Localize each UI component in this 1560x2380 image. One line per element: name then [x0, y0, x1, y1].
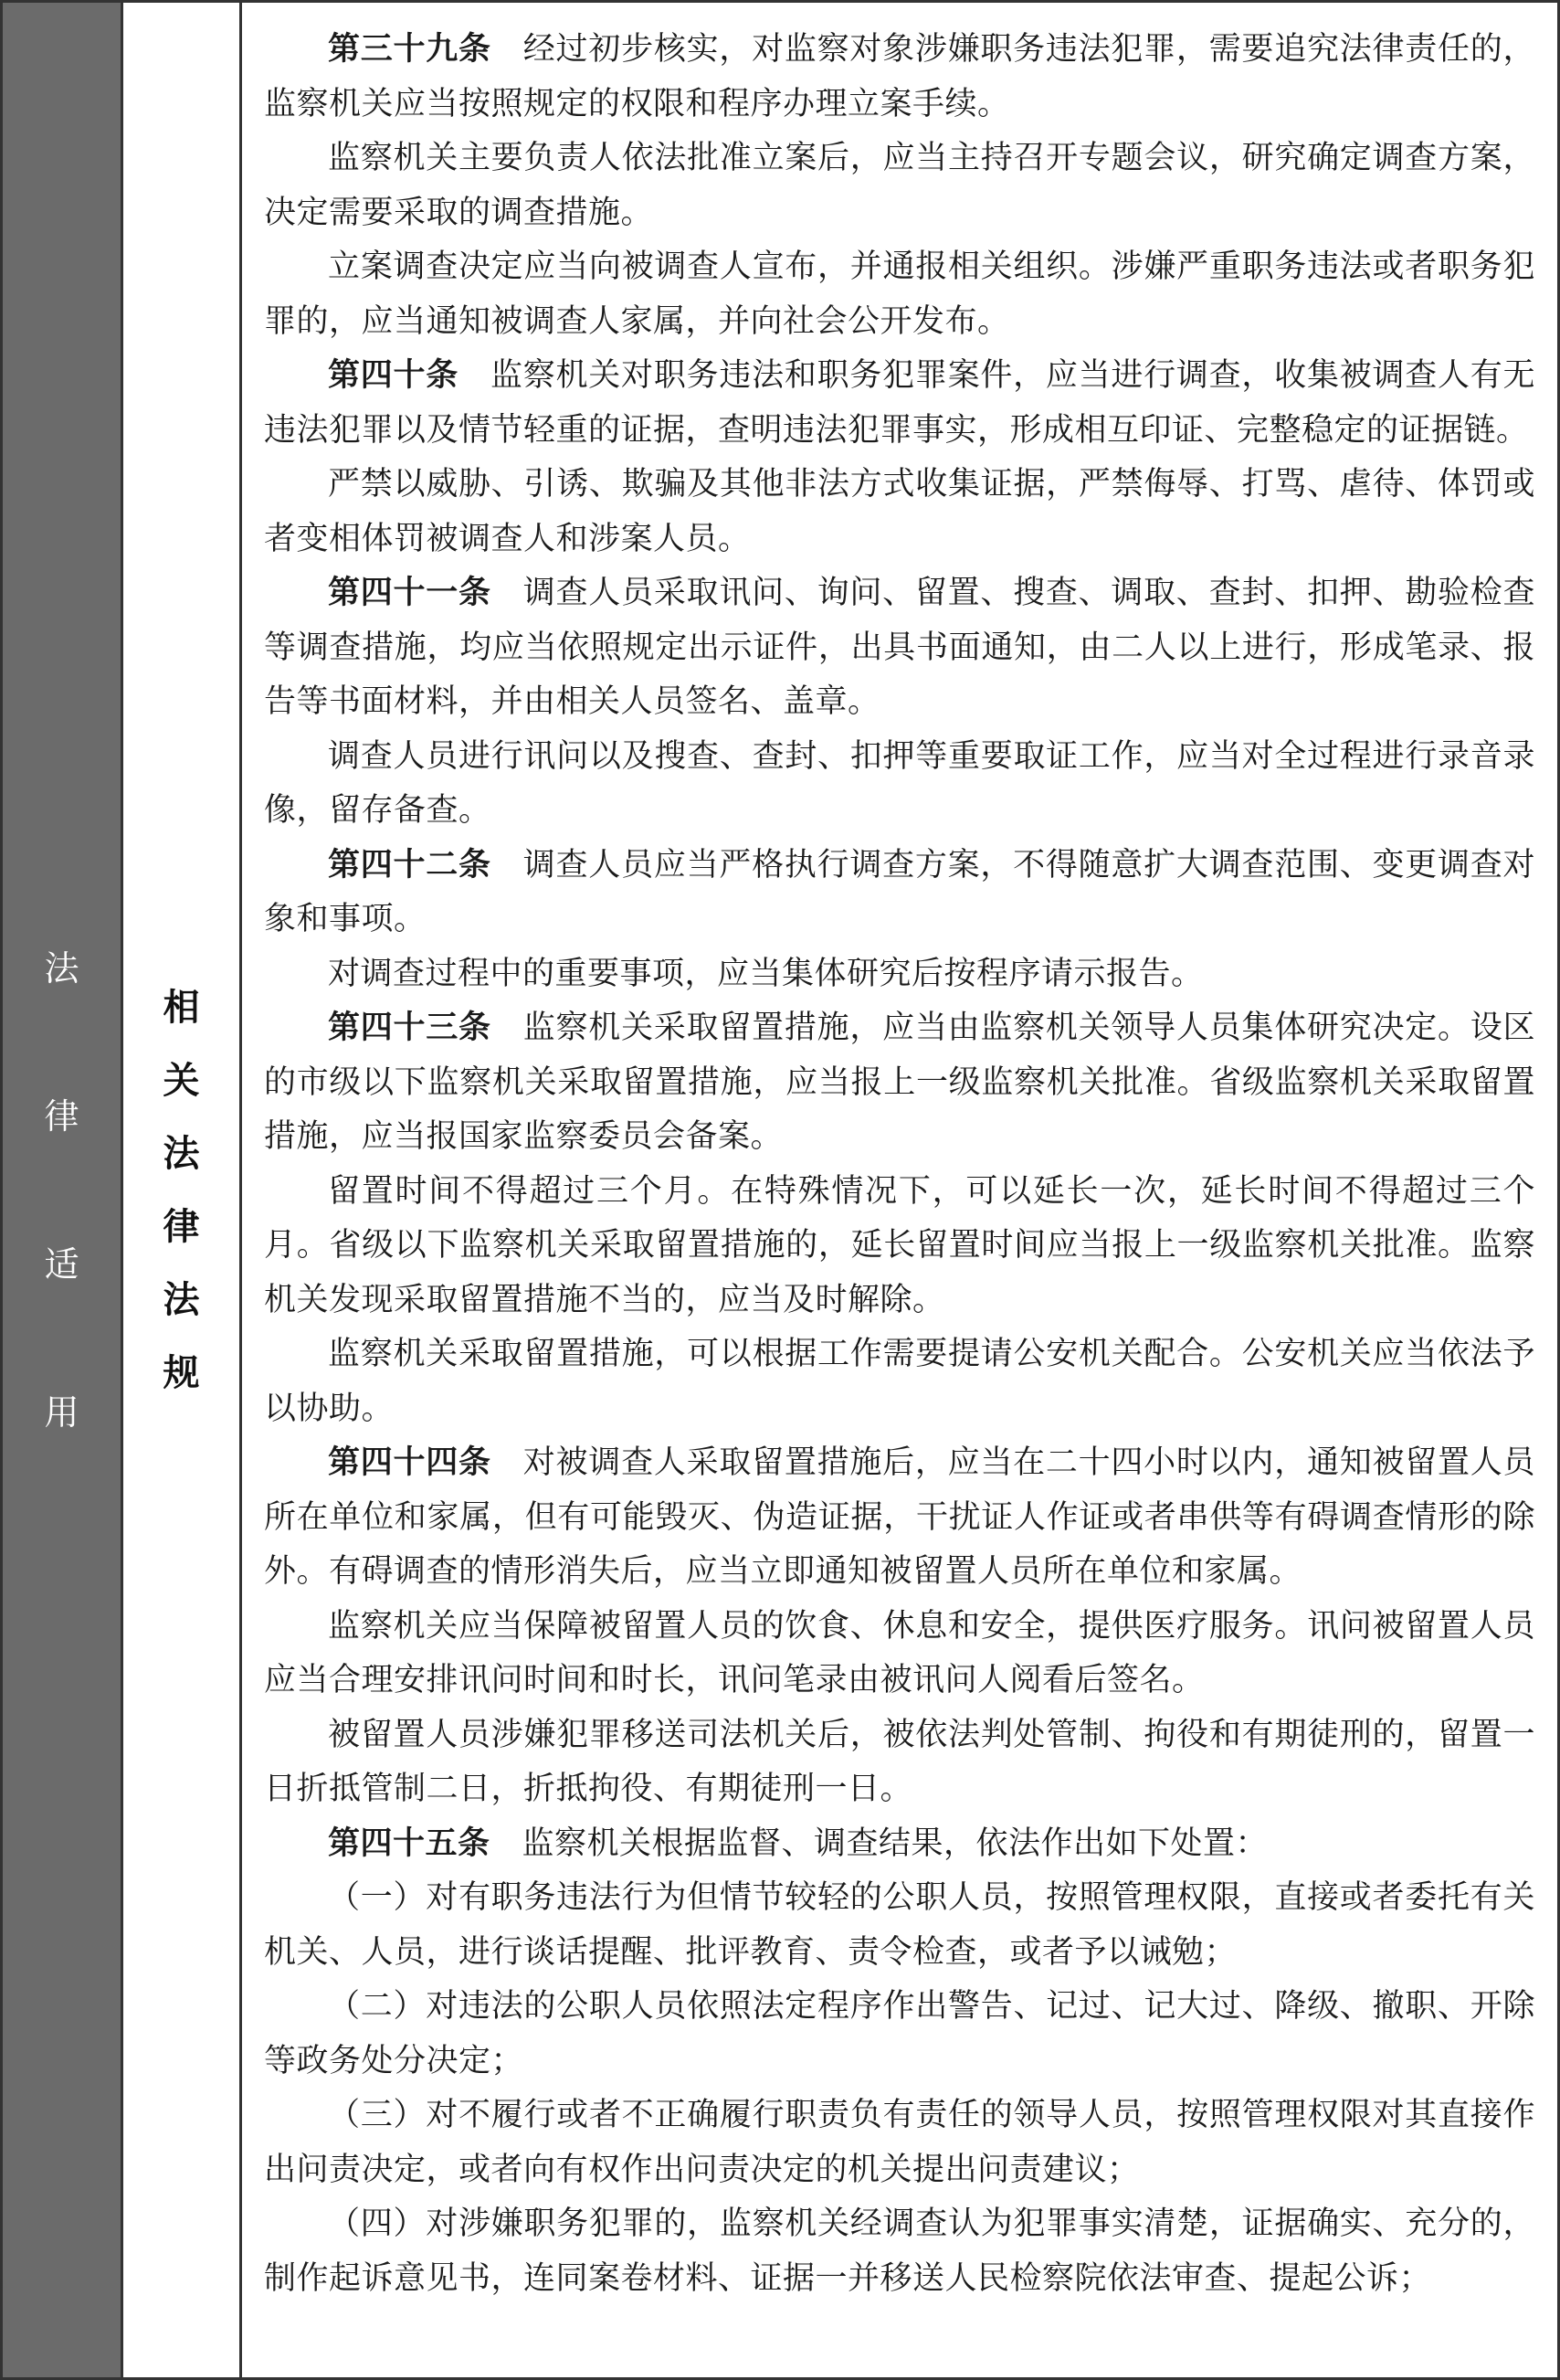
- subcategory-char: 法: [163, 1132, 200, 1175]
- paragraph: [264, 2197, 1535, 2306]
- paragraph: [264, 839, 1535, 947]
- article-number: 第四十二条: [328, 846, 491, 883]
- article-number: 第四十条: [328, 357, 459, 394]
- article-number: 第四十五条: [328, 1825, 490, 1862]
- paragraph-text: 留置时间不得超过三个月。在特殊情况下，可以延长一次，延长时间不得超过三个月。省级以下监察机关采取留置措施的，延长留置时间应当报上一级监察机关批准。监察机关发现采取留置措施不当的，应当及时解除。: [264, 1172, 1535, 1318]
- paragraph: [264, 1165, 1535, 1328]
- paragraph-text: 调查人员应当严格执行调查方案，不得随意扩大调查范围、变更调查对象和事项。: [264, 846, 1535, 937]
- paragraph-text: （一）对有职务违法行为但情节较轻的公职人员，按照管理权限，直接或者委托有关机关、人员，进行谈话提醒、批评教育、责令检查，或者予以诫勉；: [264, 1879, 1535, 1971]
- paragraph-text: 监察机关对职务违法和职务犯罪案件，应当进行调查，收集被调查人有无违法犯罪以及情节轻重的证据，查明违法犯罪事实，形成相互印证、完整稳定的证据链。: [264, 357, 1535, 449]
- paragraph-text: 监察机关采取留置措施，应当由监察机关领导人员集体研究决定。设区的市级以下监察机关采取留置措施，应当报上一级监察机关批准。省级监察机关采取留置措施，应当报国家监察委员会备案。: [264, 1010, 1535, 1155]
- paragraph: [264, 730, 1535, 839]
- article-number: 第四十三条: [328, 1010, 491, 1046]
- subcategory-column: [123, 3, 242, 2377]
- paragraph-text: 被留置人员涉嫌犯罪移送司法机关后，被依法判处管制、拘役和有期徒刑的，留置一日折抵管制二日，折抵拘役、有期徒刑一日。: [264, 1716, 1535, 1807]
- paragraph: [264, 2089, 1535, 2197]
- paragraph-text: 调查人员进行讯问以及搜查、查封、扣押等重要取证工作，应当对全过程进行录音录像，留存备查。: [264, 737, 1535, 829]
- category-char: 律: [44, 1095, 79, 1137]
- subcategory-label: [163, 971, 200, 1410]
- subcategory-char: 律: [163, 1205, 200, 1248]
- paragraph: [264, 1871, 1535, 1980]
- paragraph-text: 监察机关主要负责人依法批准立案后，应当主持召开专题会议，研究确定调查方案，决定需要采取的调查措施。: [264, 140, 1535, 231]
- paragraph: [264, 132, 1535, 240]
- category-column: [3, 3, 123, 2377]
- paragraph-text: 调查人员采取讯问、询问、留置、搜查、调取、查封、扣押、勘验检查等调查措施，均应当依照规定出示证件，出具书面通知，由二人以上进行，形成笔录、报告等书面材料，并由相关人员签名、盖章。: [264, 575, 1535, 720]
- content-column: [242, 3, 1557, 2377]
- article-number: 第四十四条: [328, 1444, 491, 1481]
- paragraph-text: 监察机关采取留置措施，可以根据工作需要提请公安机关配合。公安机关应当依法予以协助。: [264, 1336, 1535, 1427]
- paragraph: [264, 240, 1535, 349]
- paragraph: [264, 566, 1535, 730]
- paragraph-text: 监察机关根据监督、调查结果，依法作出如下处置：: [522, 1825, 1269, 1862]
- paragraph-text: 经过初步核实，对监察对象涉嫌职务违法犯罪，需要追究法律责任的，监察机关应当按照规定的权限和程序办理立案手续。: [264, 31, 1535, 122]
- paragraph-text: 对调查过程中的重要事项，应当集体研究后按程序请示报告。: [328, 955, 1204, 992]
- paragraph-text: 对被调查人采取留置措施后，应当在二十四小时以内，通知被留置人员所在单位和家属，但有可能毁灭、伪造证据，干扰证人作证或者串供等有碍调查情形的除外。有碍调查的情形消失后，应当立即通知被留置人员所在单位和家属。: [264, 1444, 1535, 1590]
- paragraph-text: （四）对涉嫌职务犯罪的，监察机关经调查认为犯罪事实清楚，证据确实、充分的，制作起诉意见书，连同案卷材料、证据一并移送人民检察院依法审查、提起公诉；: [264, 2205, 1535, 2297]
- subcategory-char: 相: [163, 986, 200, 1029]
- paragraph-text: 监察机关应当保障被留置人员的饮食、休息和安全，提供医疗服务。讯问被留置人员应当合理安排讯问时间和时长，讯问笔录由被讯问人阅看后签名。: [264, 1607, 1535, 1698]
- category-label: [44, 894, 79, 1486]
- paragraph-text: （三）对不履行或者不正确履行职责负有责任的领导人员，按照管理权限对其直接作出问责决定，或者向有权作出问责决定的机关提出问责建议；: [264, 2097, 1535, 2188]
- category-char: 法: [44, 947, 79, 989]
- paragraph: [264, 947, 1535, 1002]
- paragraph-text: 严禁以威胁、引诱、欺骗及其他非法方式收集证据，严禁侮辱、打骂、虐待、体罚或者变相体罚被调查人和涉案人员。: [264, 466, 1535, 557]
- paragraph: [264, 23, 1535, 132]
- paragraph: [264, 1817, 1535, 1872]
- subcategory-char: 关: [163, 1059, 200, 1102]
- article-number: 第三十九条: [328, 31, 491, 68]
- paragraph: [264, 1980, 1535, 2089]
- paragraph-text: 立案调查决定应当向被调查人宣布，并通报相关组织。涉嫌严重职务违法或者职务犯罪的，应当通知被调查人家属，并向社会公开发布。: [264, 249, 1535, 340]
- category-char: 用: [44, 1391, 79, 1433]
- paragraph: [264, 1600, 1535, 1708]
- category-char: 适: [44, 1243, 79, 1285]
- paragraph-text: （二）对违法的公职人员依照法定程序作出警告、记过、记大过、降级、撤职、开除等政务处分决定；: [264, 1988, 1535, 2079]
- paragraph: [264, 1328, 1535, 1436]
- paragraph: [264, 349, 1535, 458]
- paragraph: [264, 458, 1535, 566]
- subcategory-char: 法: [163, 1278, 200, 1321]
- paragraph: [264, 1708, 1535, 1817]
- article-number: 第四十一条: [328, 575, 491, 611]
- paragraph: [264, 1436, 1535, 1600]
- subcategory-char: 规: [163, 1351, 200, 1394]
- paragraph: [264, 1001, 1535, 1165]
